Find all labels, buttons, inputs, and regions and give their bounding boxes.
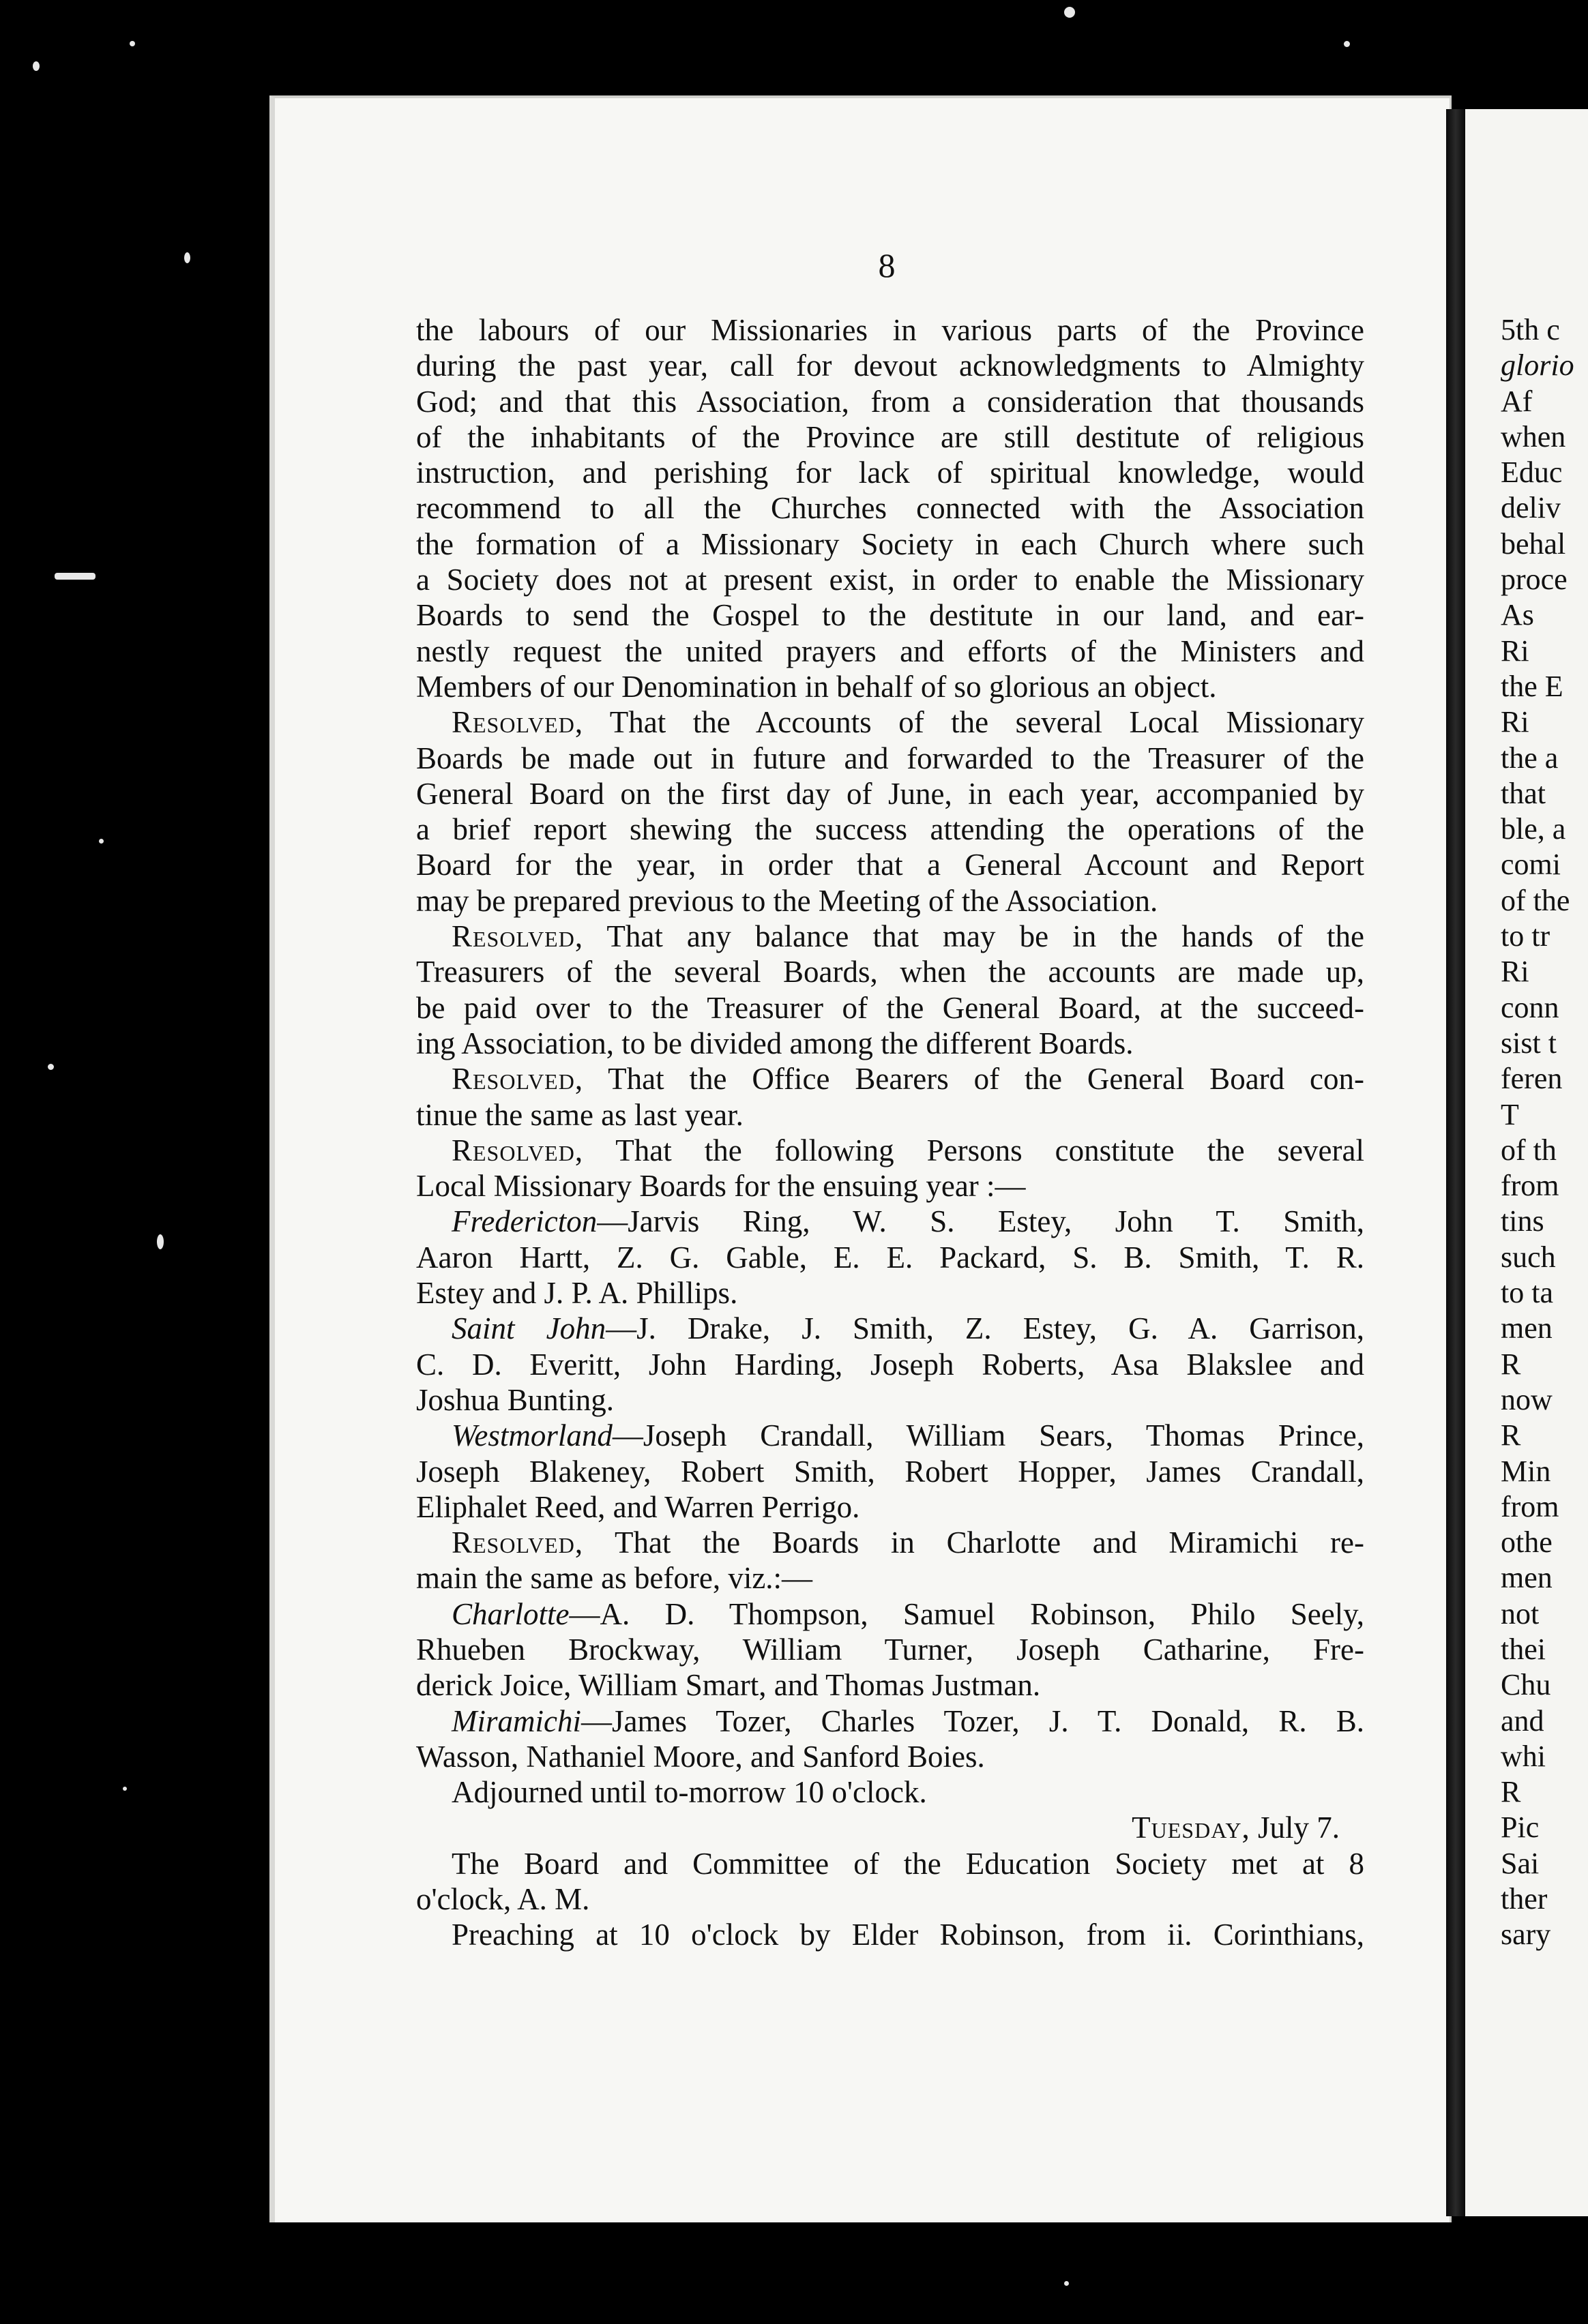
scan-speck [1344,41,1350,47]
scan-speck [99,839,104,844]
text-line [416,1774,1364,1810]
line-text: the formation of a Missionary Society in each Church where such [416,526,1364,561]
text-line [416,597,1364,633]
scan-speck [123,1787,127,1791]
line-text: Preaching at 10 o'clock by Elder Robinson, from ii. Corinthians, [452,1918,1364,1952]
board-name: Miramichi [452,1703,581,1738]
line-text: may be prepared previous to the Meeting of the Association. [416,883,1158,918]
line-text: Joseph Blakeney, Robert Smith, Robert Hopper, James Crandall, [416,1454,1364,1489]
facing-page-fragment: Af [1501,384,1533,418]
resolution-lead: Resolved, [452,1133,584,1167]
facing-page-fragment: tins [1501,1204,1544,1238]
facing-page-fragment: not [1501,1596,1540,1630]
line-text: That any balance that may be in the hands of the [583,919,1364,954]
text-line [416,1454,1364,1489]
line-text: Rhueben Brockway, William Turner, Joseph Catharine, Fre- [416,1632,1364,1667]
facing-page-fragment: glorio [1501,348,1574,383]
line-text: a brief report shewing the success attending the operations of the [416,812,1364,847]
facing-page-fragment: feren [1501,1062,1563,1096]
facing-page-fragment: R [1501,1347,1521,1381]
facing-page-fragment: that [1501,776,1546,810]
line-text: —James Tozer, Charles Tozer, J. T. Donald, R. B. [580,1703,1364,1738]
text-line [416,1133,1364,1168]
facing-page-fragment: whi [1501,1739,1546,1773]
line-text: during the past year, call for devout acknowledgments to Almighty [416,348,1364,383]
text-line [416,1311,1364,1346]
facing-page-fragment: sary [1501,1918,1551,1952]
facing-page-fragment: thei [1501,1632,1546,1666]
facing-page-fragment: R [1501,1418,1521,1452]
line-text: Members of our Denomination in behalf of so glorious an object. [416,669,1217,704]
text-line [416,1846,1364,1881]
text-line [416,1382,1364,1418]
line-text: That the Office Bearers of the General Board con- [583,1062,1364,1097]
text-line [416,1917,1364,1952]
text-line [416,1881,1364,1917]
facing-page-fragment: from [1501,1489,1559,1523]
scan-speck [1064,7,1075,18]
text-line [416,883,1364,919]
line-text: General Board on the first day of June, in each year, accompanied by [416,776,1364,811]
scan-speck [55,573,95,580]
text-line [416,490,1364,526]
resolution-lead: Resolved, [452,919,584,954]
text-line [416,1596,1364,1632]
text-line [416,1632,1364,1667]
page-number: 8 [878,246,896,284]
line-text: Local Missionary Boards for the ensuing year :— [416,1169,1026,1204]
resolution-lead: Tuesday, [1132,1811,1250,1845]
line-text: ing Association, to be divided among the different Boards. [416,1026,1134,1060]
scan-speck [130,41,135,46]
facing-page-fragment: ther [1501,1882,1548,1916]
text-line [416,1667,1364,1703]
text-line [416,1275,1364,1311]
text-line [416,741,1364,776]
text-line [416,704,1364,740]
text-line [416,1168,1364,1204]
line-text: of the inhabitants of the Province are still destitute of religious [416,419,1364,454]
line-text: derick Joice, William Smart, and Thomas Justman. [416,1668,1041,1703]
facing-page-fragment: men [1501,1311,1553,1345]
text-line [416,455,1364,490]
board-name: Saint John [452,1311,606,1346]
line-text: Joshua Bunting. [416,1382,615,1417]
line-text: Board for the year, in order that a General Account and Report [416,848,1364,882]
line-text: C. D. Everitt, John Harding, Joseph Roberts, Asa Blakslee and [416,1347,1364,1382]
facing-page-fragment: the a [1501,741,1559,775]
facing-page-fragment: Min [1501,1454,1551,1488]
facing-page-fragment: behal [1501,526,1566,561]
facing-page-fragment: 5th c [1501,313,1560,346]
facing-page-fragment: the E [1501,669,1563,703]
text-line [416,1560,1364,1596]
line-text: tinue the same as last year. [416,1097,744,1132]
text-line [416,634,1364,669]
line-text: Adjourned until to-morrow 10 o'clock. [452,1775,927,1810]
line-text: Boards to send the Gospel to the destitute in our land, and ear- [416,598,1364,633]
line-text: —Joseph Crandall, William Sears, Thomas Prince, [612,1418,1364,1453]
text-line [416,1026,1364,1061]
facing-page-fragment: to ta [1501,1276,1553,1310]
line-text: —Jarvis Ring, W. S. Estey, John T. Smith, [597,1204,1364,1239]
line-text: —A. D. Thompson, Samuel Robinson, Philo Seely, [569,1596,1364,1631]
facing-page-fragment: and [1501,1703,1544,1738]
line-text: the labours of our Missionaries in various parts of the Province [416,313,1364,347]
text-line [416,776,1364,811]
line-text: That the following Persons constitute the several [583,1133,1364,1167]
facing-page-fragment: R [1501,1775,1521,1809]
text-line [416,990,1364,1026]
scan-speck [33,61,40,71]
line-text: Eliphalet Reed, and Warren Perrigo. [416,1489,860,1524]
line-text: a Society does not at present exist, in order to enable the Missionary [416,563,1364,597]
line-text: Treasurers of the several Boards, when the accounts are made up, [416,955,1364,989]
facing-page-fragment: from [1501,1169,1559,1203]
text-line [416,526,1364,562]
scan-speck [1064,2281,1069,2286]
board-name: Charlotte [452,1596,570,1631]
line-text: The Board and Committee of the Education Society met at 8 [452,1846,1364,1881]
scan-speck [184,252,190,263]
text-line [416,1810,1364,1845]
facing-page-fragment: of th [1501,1133,1557,1167]
text-line [416,954,1364,989]
facing-page-fragment: sist t [1501,1026,1557,1060]
text-line [416,562,1364,597]
resolution-lead: Resolved, [452,1525,584,1560]
text-line [416,847,1364,882]
facing-page-fragment: othe [1501,1525,1553,1560]
text-line [416,312,1364,348]
text-line [416,1097,1364,1133]
text-line [416,1061,1364,1097]
facing-page-fragment: Ri [1501,955,1529,989]
scan-speck [48,1064,54,1070]
facing-page-fragment: conn [1501,990,1559,1024]
facing-page-fragment: Sai [1501,1846,1540,1880]
facing-page-fragment: men [1501,1561,1553,1595]
text-line [416,348,1364,383]
facing-page-fragment: such [1501,1240,1556,1274]
facing-page-fragment: to tr [1501,919,1550,953]
facing-page-fragment: comi [1501,848,1561,882]
facing-page-fragment: Ri [1501,705,1529,739]
facing-page-fragment: As [1501,598,1534,632]
board-name: Fredericton [452,1204,598,1239]
text-line [416,384,1364,419]
facing-page-fragment: Ri [1501,634,1529,668]
text-line [416,1739,1364,1774]
line-text: July 7. [1250,1811,1340,1845]
text-line [416,669,1364,704]
line-text: —J. Drake, J. Smith, Z. Estey, G. A. Garrison, [606,1311,1364,1346]
line-text: God; and that this Association, from a consideration that thousands [416,384,1364,419]
book-gutter [1446,109,1465,2216]
line-text: instruction, and perishing for lack of spiritual knowledge, would [416,456,1364,490]
line-text: That the Accounts of the several Local Missionary [583,705,1364,740]
line-text: That the Boards in Charlotte and Miramichi re- [583,1525,1364,1560]
text-line [416,1418,1364,1453]
text-line [416,1489,1364,1525]
text-line [416,419,1364,455]
line-text: nestly request the united prayers and efforts of the Ministers and [416,634,1364,668]
facing-page-fragment: proce [1501,563,1568,597]
text-line [416,1703,1364,1739]
resolution-lead: Resolved, [452,1062,584,1097]
text-line [416,1525,1364,1560]
facing-page-fragment: Educ [1501,456,1563,490]
facing-page-fragment: Chu [1501,1668,1551,1702]
line-text: Estey and J. P. A. Phillips. [416,1276,738,1311]
facing-page-fragment: Pic [1501,1811,1540,1845]
line-text: recommend to all the Churches connected with the Association [416,491,1364,526]
resolution-lead: Resolved, [452,705,584,740]
page-body-text [416,312,1364,1953]
text-line [416,1347,1364,1382]
facing-page-fragment: of the [1501,883,1570,917]
facing-page-fragment: ble, a [1501,812,1566,846]
facing-page-fragment: when [1501,419,1566,453]
text-line [416,919,1364,954]
line-text: o'clock, A. M. [416,1882,590,1917]
board-name: Westmorland [452,1418,613,1453]
text-line [416,1204,1364,1239]
facing-page-fragment: deliv [1501,491,1561,525]
text-line [416,811,1364,847]
facing-page-fragment: now [1501,1382,1553,1416]
line-text: main the same as before, viz.:— [416,1561,813,1596]
line-text: be paid over to the Treasurer of the General Board, at the succeed- [416,990,1364,1025]
scan-speck [157,1234,164,1249]
line-text: Aaron Hartt, Z. G. Gable, E. E. Packard, S. B. Smith, T. R. [416,1240,1364,1275]
line-text: Wasson, Nathaniel Moore, and Sanford Boies. [416,1739,985,1774]
text-line [416,1240,1364,1275]
facing-page-text-fragments [1501,312,1588,1953]
facing-page-fragment: T [1501,1097,1519,1131]
line-text: Boards be made out in future and forwarded to the Treasurer of the [416,741,1364,775]
